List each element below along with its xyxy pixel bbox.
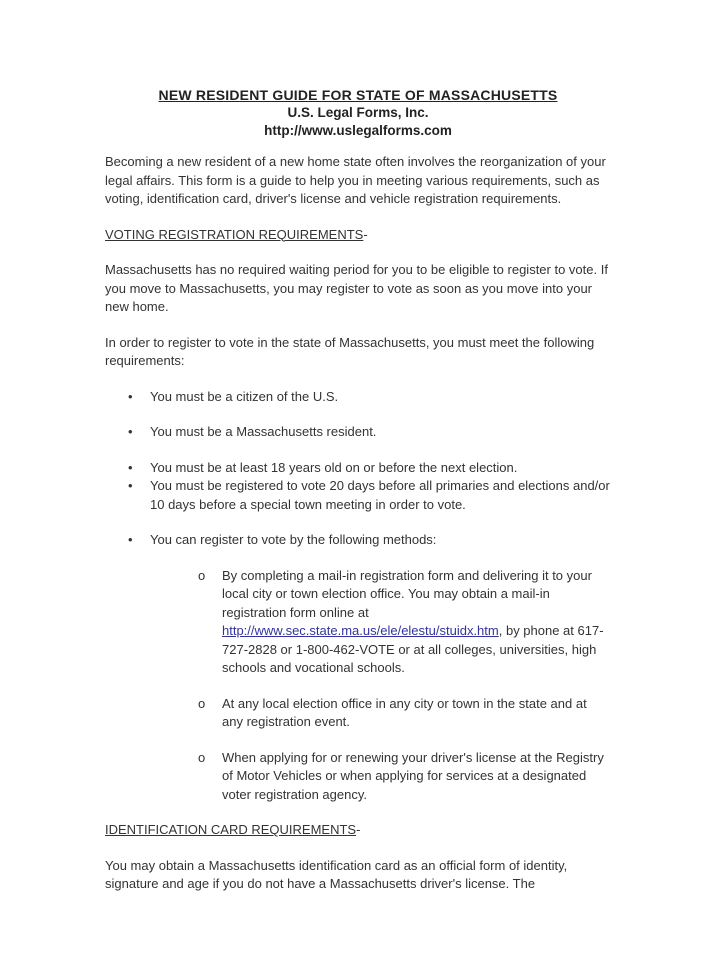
identification-heading-text: IDENTIFICATION CARD REQUIREMENTS xyxy=(105,822,357,837)
bullet-icon: • xyxy=(128,424,133,439)
method-text xyxy=(222,567,611,678)
identification-section-heading xyxy=(105,821,611,840)
company-website: http://www.uslegalforms.com xyxy=(264,123,452,138)
sub-bullet-icon: o xyxy=(198,695,206,711)
requirement-item-resident xyxy=(105,423,611,442)
voting-paragraph-2: In order to register to vote in the state of Massachusetts, you must meet the following requirements: xyxy=(105,334,595,368)
bullet-icon: • xyxy=(128,459,133,475)
requirement-text: You must be a citizen of the U.S. xyxy=(150,388,339,404)
requirement-text: You must be a Massachusetts resident. xyxy=(150,424,377,439)
sub-bullet-icon: o xyxy=(198,567,206,583)
requirement-item-deadline xyxy=(105,477,611,514)
voting-paragraph-1: Massachusetts has no required waiting period for you to be eligible to register to vote. If you move to Massachusetts, you may register to vote as soon as you move into your new home. xyxy=(105,262,608,314)
voting-section-heading xyxy=(105,226,611,245)
method-item-rmv xyxy=(105,749,611,805)
sub-bullet-icon: o xyxy=(198,749,206,765)
identification-paragraph: You may obtain a Massachusetts identification card as an official form of identity, signature and age if you do not have a Massachusetts driver's license. The xyxy=(105,857,568,891)
requirement-text: You can register to vote by the following methods: xyxy=(150,532,437,547)
voting-heading-text: VOTING REGISTRATION REQUIREMENTS xyxy=(105,226,364,242)
document-title: NEW RESIDENT GUIDE FOR STATE OF MASSACHUSETTS xyxy=(158,87,558,103)
method-item-election-office xyxy=(105,695,611,732)
requirement-item-methods-intro xyxy=(105,531,611,550)
company-name: U.S. Legal Forms, Inc. xyxy=(287,105,429,120)
requirement-text: You must be registered to vote 20 days before all primaries and elections and/or 10 days before a special town meeting in order to vote. xyxy=(150,478,610,512)
method-text-pre: By completing a mail-in registration form and delivering it to your local city or town election office. You may obtain a mail-in registration form online at xyxy=(222,567,592,620)
requirement-item-citizen xyxy=(105,388,611,407)
method-text: At any local election office in any city or town in the state and at any registration event. xyxy=(222,695,587,729)
voting-heading-suffix: - xyxy=(363,226,368,242)
requirement-text: You must be at least 18 years old on or before the next election. xyxy=(150,459,518,475)
bullet-icon: • xyxy=(128,388,133,404)
document-header xyxy=(105,86,611,140)
method-item-mail-in xyxy=(105,567,611,678)
bullet-icon: • xyxy=(128,478,133,493)
intro-paragraph: Becoming a new resident of a new home state often involves the reorganization of your legal affairs. This form is a guide to help you in meeting various requirements, such as voting, identification card, driver's license and vehicle registration requirements. xyxy=(105,154,606,206)
voter-registration-form-link[interactable]: http://www.sec.state.ma.us/ele/elestu/stuidx.htm xyxy=(222,623,499,638)
method-text-post: , by phone at 617-727-2828 or 1-800-462-VOTE or at all colleges, universities, high schools and vocational schools. xyxy=(222,623,604,675)
identification-heading-suffix: - xyxy=(356,822,361,837)
method-text: When applying for or renewing your driver's license at the Registry of Motor Vehicles or when applying for services at a designated voter registration agency. xyxy=(222,749,604,802)
requirement-item-age xyxy=(105,459,611,478)
bullet-icon: • xyxy=(128,532,133,547)
